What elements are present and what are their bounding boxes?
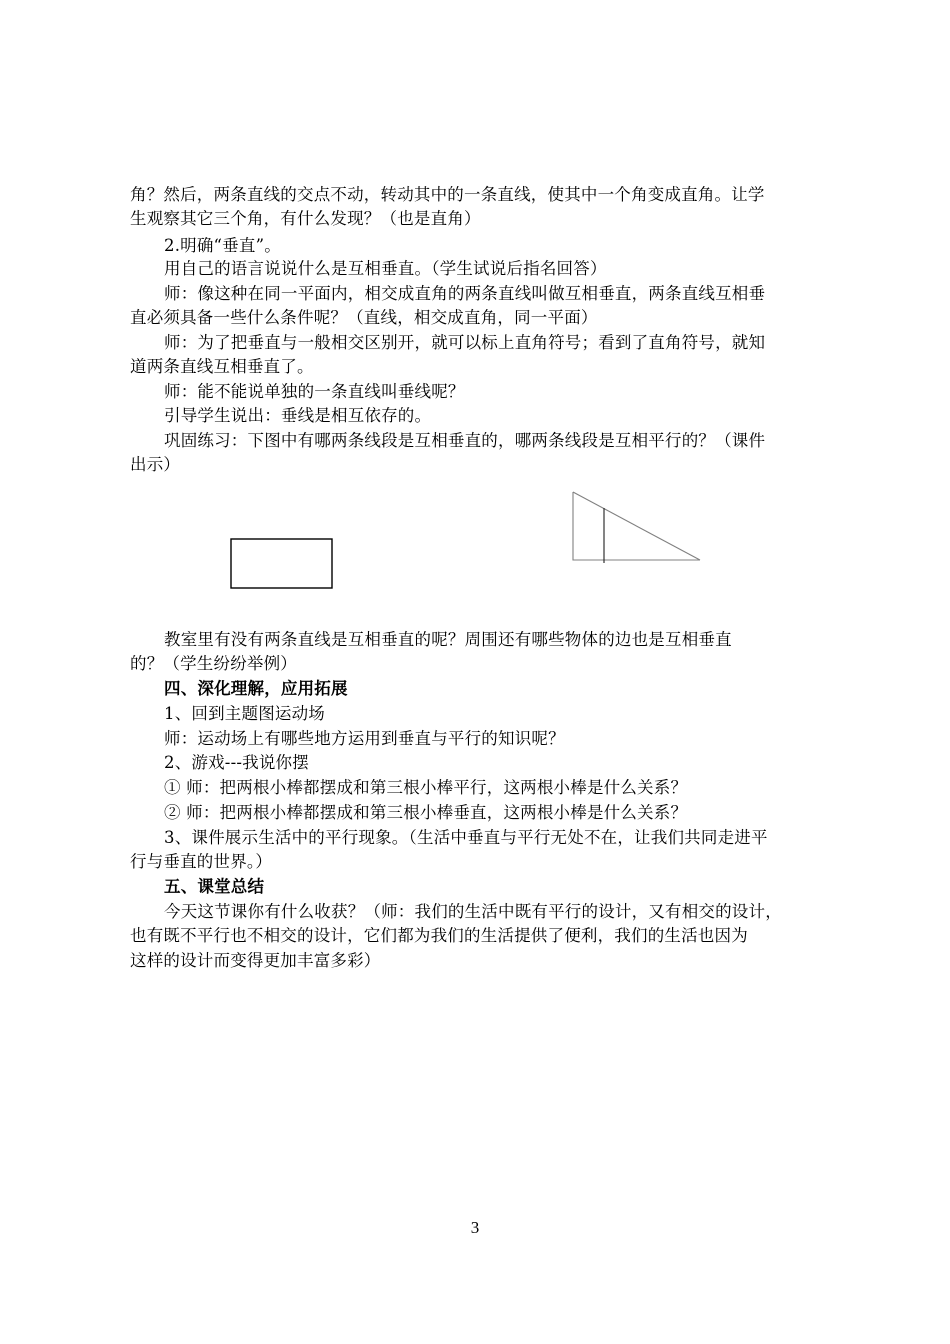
paragraph-line: 今天这节课你有什么收获？（师：我们的生活中既有平行的设计，又有相交的设计，	[164, 902, 782, 921]
paragraph-line: 巩固练习：下图中有哪两条线段是互相垂直的，哪两条线段是互相平行的？（课件	[164, 431, 766, 450]
paragraph-line: ② 师：把两根小棒都摆成和第三根小棒垂直，这两根小棒是什么关系？	[164, 803, 688, 822]
paragraph-line: 用自己的语言说说什么是互相垂直。（学生试说后指名回答）	[164, 259, 607, 278]
paragraph-line: 行与垂直的世界。）	[130, 852, 273, 871]
rectangle-figure	[230, 538, 334, 590]
paragraph-line: 的？（学生纷纷举例）	[130, 654, 297, 673]
page-number: 3	[470, 1218, 480, 1237]
section-heading: 四、深化理解，应用拓展	[164, 679, 348, 698]
paragraph-line: 师：能不能说单独的一条直线叫垂线呢？	[164, 382, 465, 401]
paragraph-line: ① 师：把两根小棒都摆成和第三根小棒平行，这两根小棒是什么关系？	[164, 778, 688, 797]
triangle-figure	[570, 490, 704, 566]
paragraph-line: 角？然后，两条直线的交点不动，转动其中的一条直线，使其中一个角变成直角。让学	[130, 185, 765, 204]
paragraph-line: 1、回到主题图运动场	[164, 704, 325, 723]
paragraph-line: 2、游戏---我说你摆	[164, 753, 309, 772]
paragraph-line: 教室里有没有两条直线是互相垂直的呢？周围还有哪些物体的边也是互相垂直	[164, 630, 732, 649]
paragraph-line: 引导学生说出：垂线是相互依存的。	[164, 406, 432, 425]
paragraph-line: 这样的设计而变得更加丰富多彩）	[130, 951, 381, 970]
paragraph-line: 道两条直线互相垂直了。	[130, 357, 314, 376]
paragraph-line: 生观察其它三个角，有什么发现？（也是直角）	[130, 209, 481, 228]
section-heading: 五、课堂总结	[164, 877, 265, 896]
paragraph-line: 也有既不平行也不相交的设计，它们都为我们的生活提供了便利，我们的生活也因为	[130, 926, 748, 945]
paragraph-line: 3、课件展示生活中的平行现象。（生活中垂直与平行无处不在，让我们共同走进平	[164, 828, 768, 847]
paragraph-line: 师：为了把垂直与一般相交区别开，就可以标上直角符号；看到了直角符号，就知	[164, 333, 766, 352]
paragraph-line: 直必须具备一些什么条件呢？（直线，相交成直角，同一平面）	[130, 308, 598, 327]
paragraph-line: 2.明确“垂直”。	[164, 236, 281, 255]
paragraph-line: 师：像这种在同一平面内，相交成直角的两条直线叫做互相垂直，两条直线互相垂	[164, 284, 766, 303]
paragraph-line: 师：运动场上有哪些地方运用到垂直与平行的知识呢？	[164, 729, 565, 748]
paragraph-line: 出示）	[130, 455, 181, 474]
